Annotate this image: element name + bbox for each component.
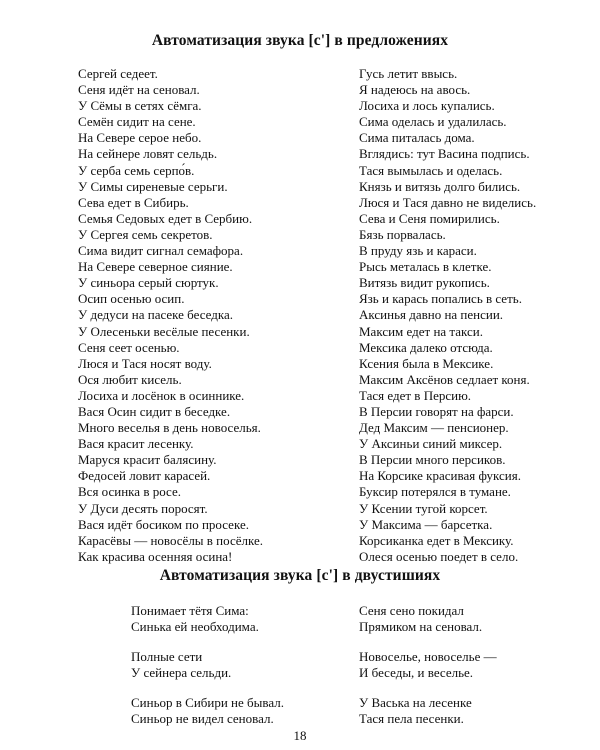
sentence-line: Ося любит кисель. [78,371,182,387]
sentence-line: Князь и витязь долго бились. [359,178,521,194]
sentence-line: Язь и карась попались в сеть. [359,291,522,307]
sentence-line: Вся осинка в росе. [78,484,181,500]
couplet-line: Прямиком на сеновал. [359,619,483,635]
sentence-line: Вася идёт босиком по просеке. [78,516,249,532]
sentences-right-column [359,66,536,565]
sentence-line: Дед Максим — пенсионер. [359,420,509,436]
sentence-line: Маруся красит балясину. [78,452,217,468]
sentence-line: Бязь порвалась. [359,226,446,242]
sentence-line: Люся и Тася носят воду. [78,355,212,371]
couplet-line: Тася пела песенки. [359,711,464,727]
sentence-line: Люся и Тася давно не виделись. [359,194,537,210]
sentence-line: На Севере северное сияние. [78,259,233,275]
sentence-line: У Дуси десять поросят. [78,500,208,516]
sentence-line: Федосей ловит карасей. [78,468,211,484]
sentence-line: Мексика далеко отсюда. [359,339,493,355]
sentence-line: Вася красит лесенку. [78,436,194,452]
couplet-line: Синьор не видел сеновал. [131,711,274,727]
sentence-line: Много веселья в день новоселья. [78,420,261,436]
sentence-line: Семён сидит на сене. [78,114,196,130]
couplet-line: Полные сети [131,649,203,665]
couplet-line: Сеня сено покидал [359,603,464,618]
sentence-line: Ксения была в Мексике. [359,355,494,371]
sentence-line: Сева едет в Сибирь. [78,194,189,210]
couplet [131,695,284,727]
couplet [131,649,284,681]
page-number: 18 [293,728,307,743]
sentence-line: Тася вымылась и оделась. [359,162,503,178]
couplets-right-column [359,603,497,742]
sentence-line: У Олесеньки весёлые песенки. [78,323,250,339]
couplets-left-column [131,603,284,742]
sentences-left-column [78,66,263,565]
sentence-line: Сима видит сигнал семафора. [78,243,244,259]
sentence-line: В Персии говорят на фарси. [359,403,514,419]
sentence-line: На сейнере ловят сельдь. [78,146,218,162]
section-title-sentences: Автоматизация звука [с'] в предложениях [151,32,449,49]
sentence-line: Сергей седеет. [78,66,158,81]
sentence-line: Как красива осенняя осина! [78,548,233,564]
sentence-line: На Севере серое небо. [78,130,202,146]
sentence-line: У Сёмы в сетях сёмга. [78,98,202,114]
sentence-line: Аксинья давно на пенсии. [359,307,504,323]
sentence-line: Буксир потерялся в тумане. [359,484,511,500]
sentence-line: У Аксиньи синий миксер. [359,436,503,452]
sentence-line: Лосиха и лось купались. [359,98,495,114]
sentence-line: В Персии много персиков. [359,452,506,468]
sentence-line: В пруду язь и караси. [359,243,477,259]
sentence-line: Максим Аксёнов седлает коня. [359,371,530,387]
sentence-line: У серба семь серпо́в. [78,162,195,178]
couplet-line: У Васька на лесенке [359,695,472,711]
sentence-line: Вглядись: тут Васина подпись. [359,146,530,162]
couplet-line: И беседы, и веселье. [359,665,474,681]
couplet-line: Понимает тётя Сима: [131,603,249,618]
sentence-line: На Корсике красивая фуксия. [359,468,521,484]
couplet [359,695,497,727]
sentence-line: Сеня сеет осенью. [78,339,180,355]
couplet-line: У сейнера сельди. [131,665,232,681]
couplet [131,603,284,635]
sentence-line: Рысь металась в клетке. [359,259,492,275]
sentence-line: У синьора серый сюртук. [78,275,219,291]
sentence-line: Осип осенью осип. [78,291,185,307]
sentence-line: Я надеюсь на авось. [359,82,471,98]
sentence-line: У Ксении тугой корсет. [359,500,488,516]
couplet-line: Синьор в Сибири не бывал. [131,695,284,711]
sentence-line: Семья Седовых едет в Сербию. [78,210,253,226]
couplet [359,649,497,681]
sentence-line: Сима оделась и удалилась. [359,114,507,130]
sentence-line: У Максима — барсетка. [359,516,493,532]
sentence-line: Тася едет в Персию. [359,387,472,403]
couplet [359,603,497,635]
sentence-line: Карасёвы — новосёлы в посёлке. [78,532,264,548]
sentence-line: Корсиканка едет в Мексику. [359,532,514,548]
sentence-line: Сева и Сеня помирились. [359,210,500,226]
couplet-line: Синька ей необходима. [131,619,259,635]
sentence-line: У Симы сиреневые серьги. [78,178,228,194]
sentence-line: Лосиха и лосёнок в осиннике. [78,387,245,403]
sentence-line: Сеня идёт на сеновал. [78,82,200,98]
couplet-line: Новоселье, новоселье — [359,649,497,665]
sentence-line: Сима питалась дома. [359,130,475,146]
section-title-couplets: Автоматизация звука [с'] в двустишиях [159,567,441,584]
sentence-line: Вася Осин сидит в беседке. [78,403,231,419]
sentence-line: У Сергея семь секретов. [78,226,213,242]
sentence-line: Гусь летит ввысь. [359,66,458,81]
sentence-line: Витязь видит рукопись. [359,275,490,291]
sentence-line: У дедуси на пасеке беседка. [78,307,233,323]
sentence-line: Максим едет на такси. [359,323,483,339]
sentence-line: Олеся осенью поедет в село. [359,548,519,564]
